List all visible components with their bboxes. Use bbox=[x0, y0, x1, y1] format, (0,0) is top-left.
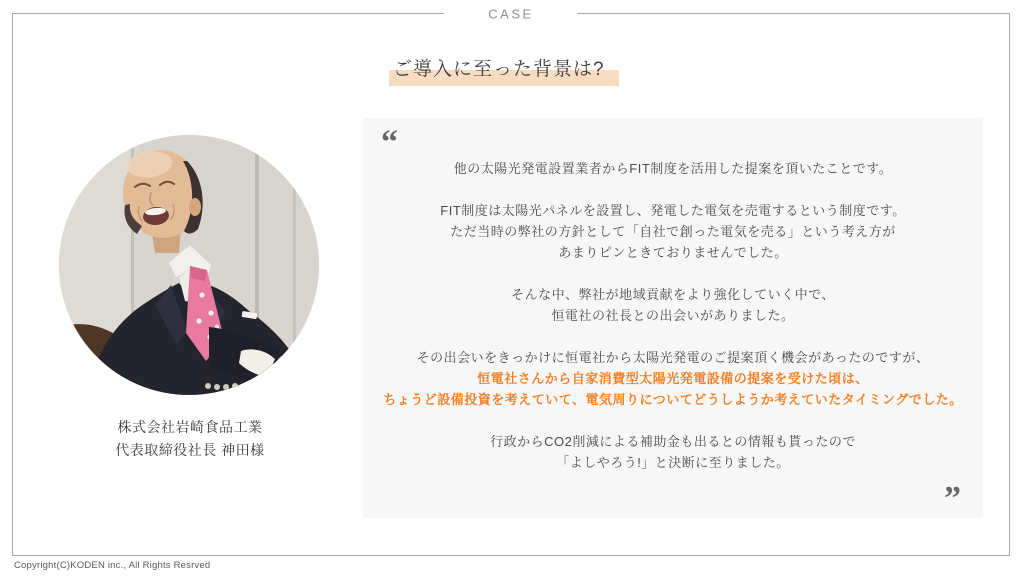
interviewee-photo bbox=[59, 135, 319, 395]
quote-line: 他の太陽光発電設置業者からFIT制度を活用した提案を頂いたことです。 bbox=[453, 161, 893, 176]
quote-paragraph bbox=[373, 347, 973, 410]
copyright-text: Copyright(C)KODEN inc., All Rights Resrved bbox=[14, 560, 211, 571]
interviewee-caption bbox=[60, 416, 320, 462]
quote-text bbox=[363, 118, 983, 473]
quote-line: 恒電社の社長との出会いがありました。 bbox=[551, 308, 795, 323]
page-title bbox=[389, 50, 619, 86]
open-quote-icon: “ bbox=[381, 124, 398, 161]
page-title-text: ご導入に至った背景は? bbox=[389, 50, 619, 86]
quote-paragraph bbox=[373, 284, 973, 326]
quote-line-highlighted: 恒電社さんから自家消費型太陽光発電設備の提案を受けた頃は、 bbox=[477, 371, 869, 386]
quote-line-highlighted: ちょうど設備投資を考えていて、電気周りについてどうしようか考えていたタイミングでした。 bbox=[383, 392, 963, 407]
quote-paragraph bbox=[373, 200, 973, 263]
quote-line: あまりピンときておりませんでした。 bbox=[558, 245, 788, 260]
close-quote-icon: ” bbox=[944, 480, 961, 517]
laughing-businessman-illustration bbox=[59, 135, 319, 395]
quote-line: その出会いをきっかけに恒電社から太陽光発電のご提案頂く機会があったのですが、 bbox=[416, 350, 930, 365]
case-label: CASE bbox=[444, 7, 577, 22]
company-name: 株式会社岩崎食品工業 bbox=[117, 419, 263, 435]
quote-box bbox=[363, 118, 983, 518]
person-title-name: 代表取締役社長 神田様 bbox=[115, 442, 265, 458]
quote-line: そんな中、弊社が地域貢献をより強化していく中で、 bbox=[511, 287, 835, 302]
quote-paragraph bbox=[373, 158, 973, 179]
quote-line: 行政からCO2削減による補助金も出るとの情報も貰ったので bbox=[490, 434, 856, 449]
quote-paragraph bbox=[373, 431, 973, 473]
quote-line: ただ当時の弊社の方針として「自社で創った電気を売る」という考え方が bbox=[450, 224, 896, 239]
quote-line: FIT制度は太陽光パネルを設置し、発電した電気を売電するという制度です。 bbox=[440, 203, 906, 218]
quote-line: 「よしやろう!」と決断に至りました。 bbox=[556, 455, 790, 470]
